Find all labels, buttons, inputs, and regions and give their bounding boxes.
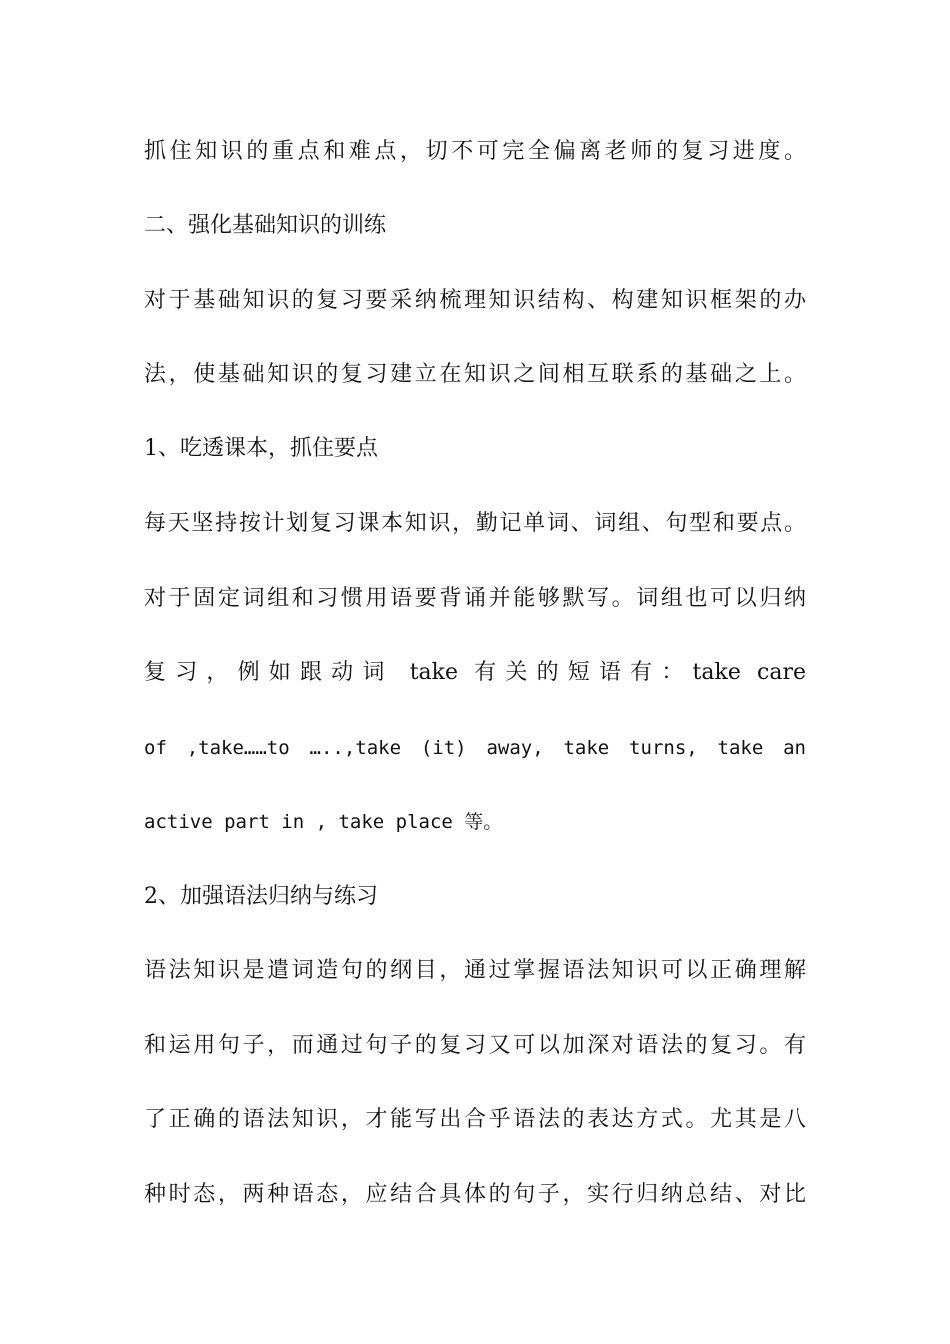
paragraph-line: active part in , take place 等。 (144, 811, 503, 833)
paragraph-line: 每天坚持按计划复习课本知识，勤记单词、词组、句型和要点。 (144, 511, 806, 536)
paragraph-line: 了正确的语法知识，才能写出合乎语法的表达方式。尤其是八 (144, 1107, 806, 1132)
paragraph-line: 法，使基础知识的复习建立在知识之间相互联系的基础之上。 (144, 362, 806, 387)
paragraph-line: 复习，例如跟动词 take 有关的短语有：take care (144, 660, 806, 685)
paragraph-line: of ,take……to …..,take (it) away, take turns, take an (144, 737, 806, 759)
paragraph-line: 对于基础知识的复习要采纳梳理知识结构、构建知识框架的办 (144, 288, 806, 313)
paragraph-line: 种时态，两种语态，应结合具体的句子，实行归纳总结、对比 (144, 1182, 806, 1207)
paragraph-line: 对于固定词组和习惯用语要背诵并能够默写。词组也可以归纳 (144, 586, 806, 611)
subsection-heading: 2、加强语法归纳与练习 (144, 884, 378, 909)
paragraph-line: 语法知识是遣词造句的纲目，通过掌握语法知识可以正确理解 (144, 958, 806, 983)
paragraph-line: 抓住知识的重点和难点，切不可完全偏离老师的复习进度。 (144, 139, 806, 164)
paragraph-line: 和运用句子，而通过句子的复习又可以加深对语法的复习。有 (144, 1033, 806, 1058)
subsection-heading: 1、吃透课本，抓住要点 (144, 436, 378, 461)
section-heading: 二、强化基础知识的训练 (144, 213, 387, 238)
